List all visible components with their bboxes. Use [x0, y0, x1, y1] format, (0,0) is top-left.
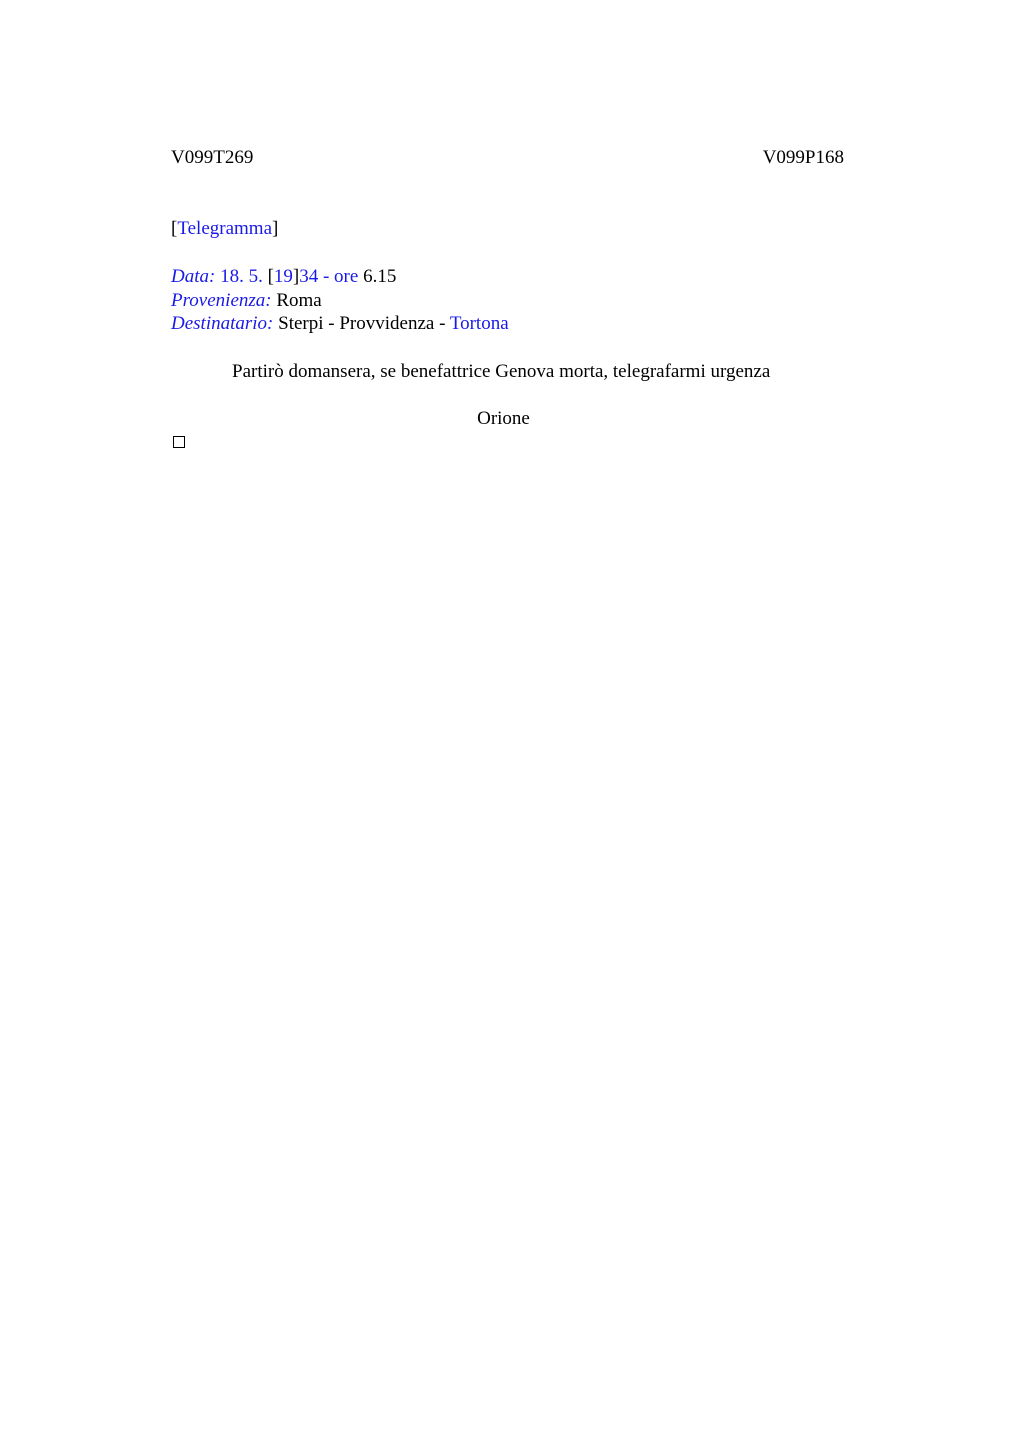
document-type — [171, 217, 278, 241]
meta-provenance-line — [171, 289, 322, 313]
provenance-value: Roma — [276, 290, 322, 311]
date-bracket-open: [ — [267, 266, 274, 287]
document-id-left: V099T269 — [171, 147, 254, 168]
document-type-label: Telegramma — [177, 218, 273, 239]
recipient-label: Destinatario: — [171, 313, 274, 334]
date-bracket-close: ] — [292, 266, 300, 287]
recipient-value: Sterpi - Provvidenza - — [278, 313, 446, 334]
date-value-day: 18. 5. — [220, 266, 263, 287]
signature: Orione — [477, 408, 530, 429]
bracket-close: ] — [272, 218, 279, 239]
end-marker-box — [173, 436, 185, 448]
meta-recipient-line — [171, 312, 509, 336]
telegram-body: Partirò domansera, se benefattrice Genova morta, telegrafarmi urgenza — [232, 361, 771, 382]
recipient-city: Tortona — [449, 313, 509, 334]
date-century: 19 — [273, 266, 293, 287]
provenance-label: Provenienza: — [171, 290, 272, 311]
bracket-open: [ — [171, 218, 178, 239]
document-id-right: V099P168 — [762, 147, 844, 168]
date-time: 6.15 — [363, 266, 397, 287]
meta-date-line — [171, 265, 396, 289]
date-year-ore: 34 - ore — [299, 266, 359, 287]
date-label: Data: — [171, 266, 216, 287]
